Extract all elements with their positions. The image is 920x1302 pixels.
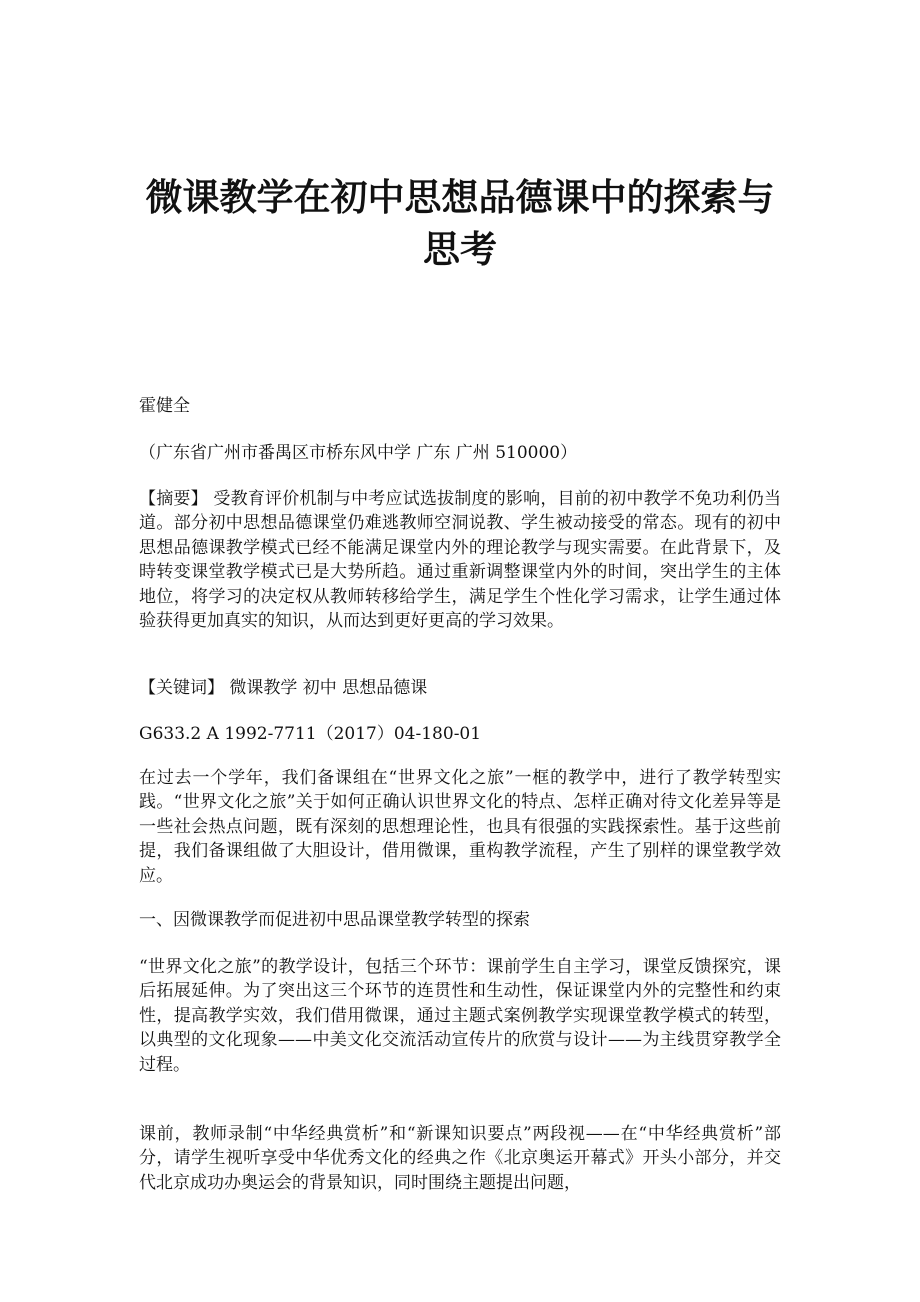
title-line-2: 思考 — [423, 228, 497, 271]
body-paragraph-2: “世界文化之旅”的教学设计，包括三个环节：课前学生自主学习，课堂反馈探究，课后拓展延伸。为了突出这三个环节的连贯性和生动性，保证课堂内外的完整性和约束性，提高教学实效，我们借用微课，通过主题式案例教学实现课堂教学模式的转型，以典型的文化现象——中美文化交流活动宣传片的欣赏与设计——为主线贯穿教学全过程。 — [139, 957, 781, 1075]
abstract-paragraph — [139, 487, 781, 633]
abstract-text: 受教育评价机制与中考应试选拔制度的影响，目前的初中教学不免功利仍当道。部分初中思想品德课堂仍难逃教师空洞说教、学生被动接受的常态。现有的初中思想品德课教学模式已经不能满足课堂内外的理论教学与现实需要。在此背景下，及時转变课堂教学模式已是大势所趋。通过重新调整课堂内外的时间，突出学生的主体地位，将学习的决定权从教师转移给学生，满足学生个性化学习需求，让学生通过体验获得更加真实的知识，从而达到更好更高的学习效果。 — [139, 489, 782, 632]
document-title — [100, 172, 820, 276]
section-heading-1: 一、因微课教学而促进初中思品课堂教学转型的探索 — [139, 910, 530, 930]
keywords-paragraph — [139, 676, 781, 700]
title-line-1: 微课教学在初中思想品德课中的探索与 — [145, 176, 775, 219]
body-paragraph-1: 在过去一个学年，我们备课组在“世界文化之旅”一框的教学中，进行了教学转型实践。“世界文化之旅”关于如何正确认识世界文化的特点、怎样正确对待文化差异等是一些社会热点问题，既有深刻的思想理论性，也具有很强的实践探索性。基于这些前提，我们备课组做了大胆设计，借用微课，重构教学流程，产生了别样的课堂教学效应。 — [139, 768, 781, 886]
keywords-label: 【关键词】 — [139, 678, 224, 698]
classification-code: G633.2 A 1992-7711（2017）04-180-01 — [139, 724, 482, 744]
author-affiliation: （广东省广州市番禺区市桥东风中学 广东 广州 510000） — [139, 443, 578, 463]
body-paragraph-3: 课前，教师录制“中华经典赏析”和“新课知识要点”两段视——在“中华经典赏析”部分，请学生视听享受中华优秀文化的经典之作《北京奥运开幕式》开头小部分，并交代北京成功办奥运会的背景知识，同时围绕主题提出问题， — [139, 1124, 781, 1193]
keywords-text: 微课教学 初中 思想品德课 — [224, 678, 428, 698]
abstract-label: 【摘要】 — [139, 489, 208, 509]
author-name: 霍健全 — [139, 396, 190, 416]
